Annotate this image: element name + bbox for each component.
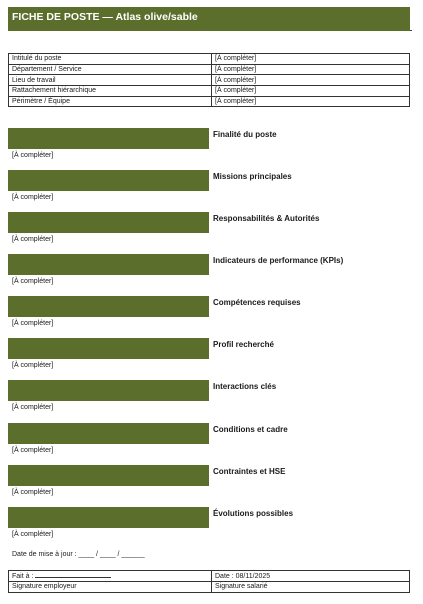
section-body[interactable]: [À compléter] [12,320,54,327]
done-at-underline [35,571,111,578]
section-header-bar [8,170,209,191]
section-body[interactable]: [À compléter] [12,278,54,285]
section-title: Profil recherché [213,340,274,349]
table-row [9,582,410,593]
section-conditions [8,423,410,465]
document-title: FICHE DE POSTE — Atlas olive/sable [12,11,198,23]
section-header-bar [8,465,209,486]
section-body[interactable]: [À compléter] [12,152,54,159]
info-value[interactable]: [À compléter] [212,86,410,97]
employee-signature-cell[interactable]: Signature salarié [212,582,410,593]
section-title: Interactions clés [213,382,277,391]
info-value[interactable]: [À compléter] [212,75,410,86]
info-value[interactable]: [À compléter] [212,96,410,107]
section-header-bar [8,338,209,359]
section-responsibilities [8,212,410,254]
section-header-bar [8,254,209,275]
section-body[interactable]: [À compléter] [12,236,54,243]
section-skills [8,296,410,338]
section-title: Contraintes et HSE [213,467,286,476]
section-header-bar [8,507,209,528]
section-evolutions [8,507,410,549]
employer-signature-cell[interactable]: Signature employeur [9,582,212,593]
section-body[interactable]: [À compléter] [12,447,54,454]
section-header-bar [8,380,209,401]
done-at-label: Fait à : [12,573,34,580]
info-label: Lieu de travail [9,75,212,86]
date-cell: Date : 08/11/2025 [212,571,410,582]
info-label: Département / Service [9,64,212,75]
section-title: Compétences requises [213,298,301,307]
update-date-line[interactable]: Date de mise à jour : ____ / ____ / ______ [12,551,145,558]
table-row [9,75,410,86]
decorative-mark [410,30,412,31]
section-title: Évolutions possibles [213,509,294,518]
done-at-cell[interactable] [9,571,212,582]
section-constraints-hse [8,465,410,507]
table-row [9,96,410,107]
section-interactions [8,380,410,422]
table-row [9,86,410,97]
table-row [9,54,410,65]
info-value[interactable]: [À compléter] [212,54,410,65]
section-body[interactable]: [À compléter] [12,404,54,411]
section-profile [8,338,410,380]
document-title-bar [8,7,410,31]
info-label: Intitulé du poste [9,54,212,65]
section-header-bar [8,212,209,233]
section-body[interactable]: [À compléter] [12,362,54,369]
info-label: Périmètre / Équipe [9,96,212,107]
table-row [9,64,410,75]
section-header-bar [8,423,209,444]
section-header-bar [8,128,209,149]
section-title: Finalité du poste [213,130,277,139]
table-row [9,571,410,582]
info-label: Rattachement hiérarchique [9,86,212,97]
section-purpose [8,128,410,170]
info-value[interactable]: [À compléter] [212,64,410,75]
section-body[interactable]: [À compléter] [12,489,54,496]
section-kpis [8,254,410,296]
section-body[interactable]: [À compléter] [12,531,54,538]
section-title: Responsabilités & Autorités [213,214,320,223]
section-title: Conditions et cadre [213,425,288,434]
section-title: Missions principales [213,172,292,181]
signature-table [8,570,410,593]
section-missions [8,170,410,212]
section-title: Indicateurs de performance (KPIs) [213,256,344,265]
job-info-table [8,53,410,107]
section-header-bar [8,296,209,317]
section-body[interactable]: [À compléter] [12,194,54,201]
